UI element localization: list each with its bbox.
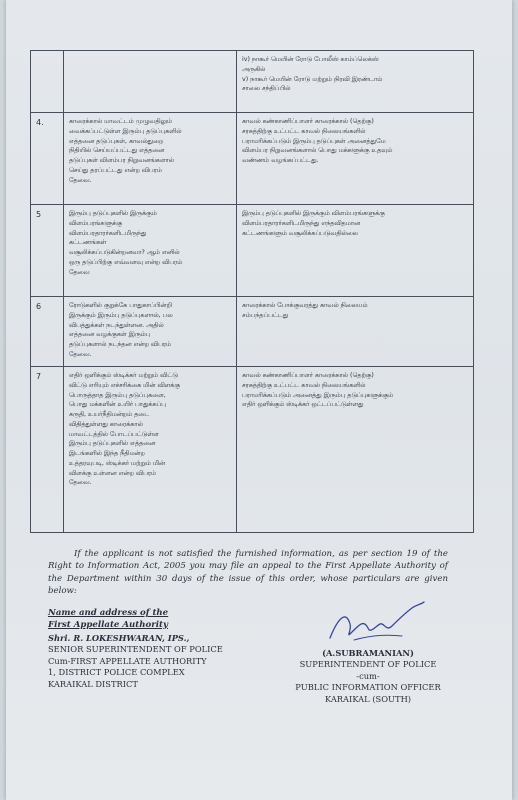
answer-line: இரும்பு தடுப்புகளில் இருக்கும் விளம்பரங்களுக்கு	[242, 210, 385, 217]
question-line: காரைக்கால் மாவட்டம் முழுவதிலும்	[69, 118, 173, 125]
table-row	[31, 205, 474, 297]
question-line: கருதி, உயர்நீதிமன்றம் தடை	[69, 411, 150, 418]
question-line: விதித்துள்ளது காரைக்கால்	[69, 420, 143, 428]
question-line: விளம்பரதாரர்களிடமிருந்து	[69, 229, 147, 237]
question-line: மாவட்டத்தில் போடப்பட்டுள்ள	[69, 430, 159, 438]
pio-name: (A.SUBRAMANIAN)	[322, 648, 414, 658]
appeal-note: If the applicant is not satisfied the furnished information, as per section 19 of the Right to Information Act, 2005 you may file an appeal to the First Appellate Authority of the Department within 30 days of the issue of this order, whose particulars are given below:	[48, 549, 448, 597]
question-line: விளம்பரங்களுக்கு	[69, 219, 123, 227]
answer-line: காவல் கண்காணிப்பாளர் காரைக்கால் (தெற்கு)	[242, 372, 374, 379]
question-line: இரும்பு தடுப்புகளில் இருக்கும்	[69, 210, 157, 217]
question-line: விட்டு எரியும் எச்சரிக்கை மின் விளக்கு	[69, 381, 180, 389]
question-line: எத்தனை வழக்குகள் இரும்பு	[69, 331, 151, 339]
question-line: உத்தரவுபடி, ஸ்டிக்கர் மற்றும் மின்	[69, 459, 166, 467]
answer-line: விளம்பர நிறுவனங்களால் பொது மக்களுக்கு உதவும்	[242, 147, 393, 155]
appellate-designation: SENIOR SUPERINTENDENT OF POLICE	[48, 644, 223, 655]
appellate-role: Cum-FIRST APPELLATE AUTHORITY	[48, 655, 207, 666]
document-page	[6, 0, 512, 800]
answer-cell	[237, 113, 474, 205]
answer-line: v) நாகூர் மெயின் ரோடு மற்றும் நிரவி இரண்டாம்	[242, 75, 383, 83]
table-row	[31, 367, 474, 533]
pio-designation: SUPERINTENDENT OF POLICE	[299, 659, 437, 670]
answer-line: பராமரிக்கப்படும் இரும்பு தடுப்புகள் அனைத்துமே	[242, 137, 386, 145]
pio-role: PUBLIC INFORMATION OFFICER	[295, 682, 441, 693]
answer-cell	[237, 51, 474, 113]
question-line: எதிர் ஒளிக்கும் ஸ்டிக்கர் மற்றும் விட்டு	[69, 372, 178, 379]
answer-line: சாலை சந்திப்பில்	[242, 85, 291, 93]
handwritten-signature	[324, 600, 428, 648]
answer-line: சரகத்திற்கு உட்பட்ட காவல் நிலையங்களில்	[242, 381, 366, 389]
row-number: 6	[31, 297, 64, 367]
question-line: விபத்துக்கள் நடந்துள்ளன. அதில்	[69, 321, 164, 329]
question-line: தேவை.	[69, 479, 92, 487]
question-line: இருக்கும் இரும்பு தடுப்புகளால், பல	[69, 311, 173, 319]
question-line: இடங்களில் இந்த நீதிமன்ற	[69, 450, 145, 457]
table-row	[31, 51, 474, 113]
pio-jurisdiction: KARAIKAL (SOUTH)	[324, 693, 412, 704]
answer-line: எதிர் ஒளிக்கும் ஸ்டிக்கர் ஒட்டப்பட்டுள்ளது	[242, 401, 364, 409]
row-number: 7	[31, 367, 64, 533]
answer-line: விளம்பரதாரர்களிடமிருந்து எந்தவிதமான	[242, 219, 361, 227]
table-row	[31, 113, 474, 205]
question-line: பொது மக்களின் உயிர் பாதுக்கப்பு	[69, 401, 166, 409]
question-line: எத்தனை தடுப்புகள், காவல்துறை	[69, 137, 164, 145]
question-line: வசூலிக்கப்படுகின்றனவா? ஆம் எனில்	[69, 249, 180, 256]
row-number: 5	[31, 205, 64, 297]
question-line: வைக்கப்பட்டுள்ள இரும்பு தடுப்புகளில்	[69, 127, 182, 135]
row-number: 4.	[31, 113, 64, 205]
answer-line: வண்ணம் வழங்கப்பட்டது.	[242, 157, 319, 164]
question-cell	[64, 113, 237, 205]
answer-line: கட்டணங்களும் வசூலிக்கப்படுவதில்லை	[242, 229, 358, 237]
rti-response-table	[30, 50, 474, 533]
answer-cell	[237, 297, 474, 367]
answer-cell	[237, 205, 474, 297]
answer-line: அருகில்	[242, 65, 266, 73]
question-cell	[64, 205, 237, 297]
table-row	[31, 297, 474, 367]
question-cell	[64, 51, 237, 113]
question-line: நிதியில் செய்யப்பட்டது எத்தனை	[69, 147, 165, 155]
appellate-district: KARAIKAL DISTRICT	[48, 678, 138, 689]
appellate-authority-address	[48, 633, 223, 690]
question-cell	[64, 297, 237, 367]
appellate-address: 1, DISTRICT POLICE COMPLEX	[48, 667, 185, 678]
question-cell	[64, 367, 237, 533]
answer-line: iv) நாகூர் மெயின் ரோடு போலீஸ் காம்ப்லெக்ஸ்	[242, 56, 379, 63]
question-line: தேவை.	[69, 176, 92, 184]
question-line: தடுப்புகளால் நடந்தன என்ற விபரம்	[69, 341, 172, 348]
row-number	[31, 51, 64, 113]
public-information-officer	[268, 648, 468, 705]
question-line: ஒரு தடுப்பிற்கு எவ்வளவு என்ற விபரம்	[69, 258, 183, 266]
answer-line: காவல் கண்காணிப்பாளர் காரைக்கால் (தெற்கு)	[242, 118, 374, 125]
question-line: செய்து தரப்பட்டது என்ற விபரம்	[69, 166, 162, 174]
answer-line: பராமரிக்கப்படும் அனைத்து இரும்பு தடுப்புகளுக்கும்	[242, 391, 394, 399]
appellate-name: Shri. R. LOKESHWARAN, IPS.,	[48, 633, 190, 643]
appellate-heading-line1: Name and address of the	[48, 608, 169, 618]
question-line: தேவை	[69, 268, 90, 276]
answer-line: சரகத்திற்கு உட்பட்ட காவல் நிலையங்களில்	[242, 127, 366, 135]
question-line: கட்டணங்கள்	[69, 239, 107, 247]
answer-line: சம்பந்தப்பட்டது	[242, 311, 289, 319]
answer-line: காரைக்கால் போக்குவரத்து காவல் நிலையம்	[242, 302, 368, 309]
question-line: தடுப்புகள் விளம்பர நிறுவனங்களால்	[69, 157, 175, 164]
appellate-heading	[48, 608, 168, 631]
question-line: தேவை.	[69, 350, 92, 358]
question-line: ரோடுகளில் குறுக்கே பாதுகாப்பின்றி	[69, 302, 172, 309]
question-line: விளக்கு உள்ளன என்ற விபரம்	[69, 469, 157, 477]
answer-cell	[237, 367, 474, 533]
pio-cum: -cum-	[356, 670, 380, 681]
question-line: பொருத்தாத இரும்பு தடுப்புகளை,	[69, 391, 166, 399]
question-line: இரும்பு தடுப்புகளில் எத்தனை	[69, 440, 156, 448]
appellate-heading-line2: First Appellate Authority	[48, 619, 168, 630]
